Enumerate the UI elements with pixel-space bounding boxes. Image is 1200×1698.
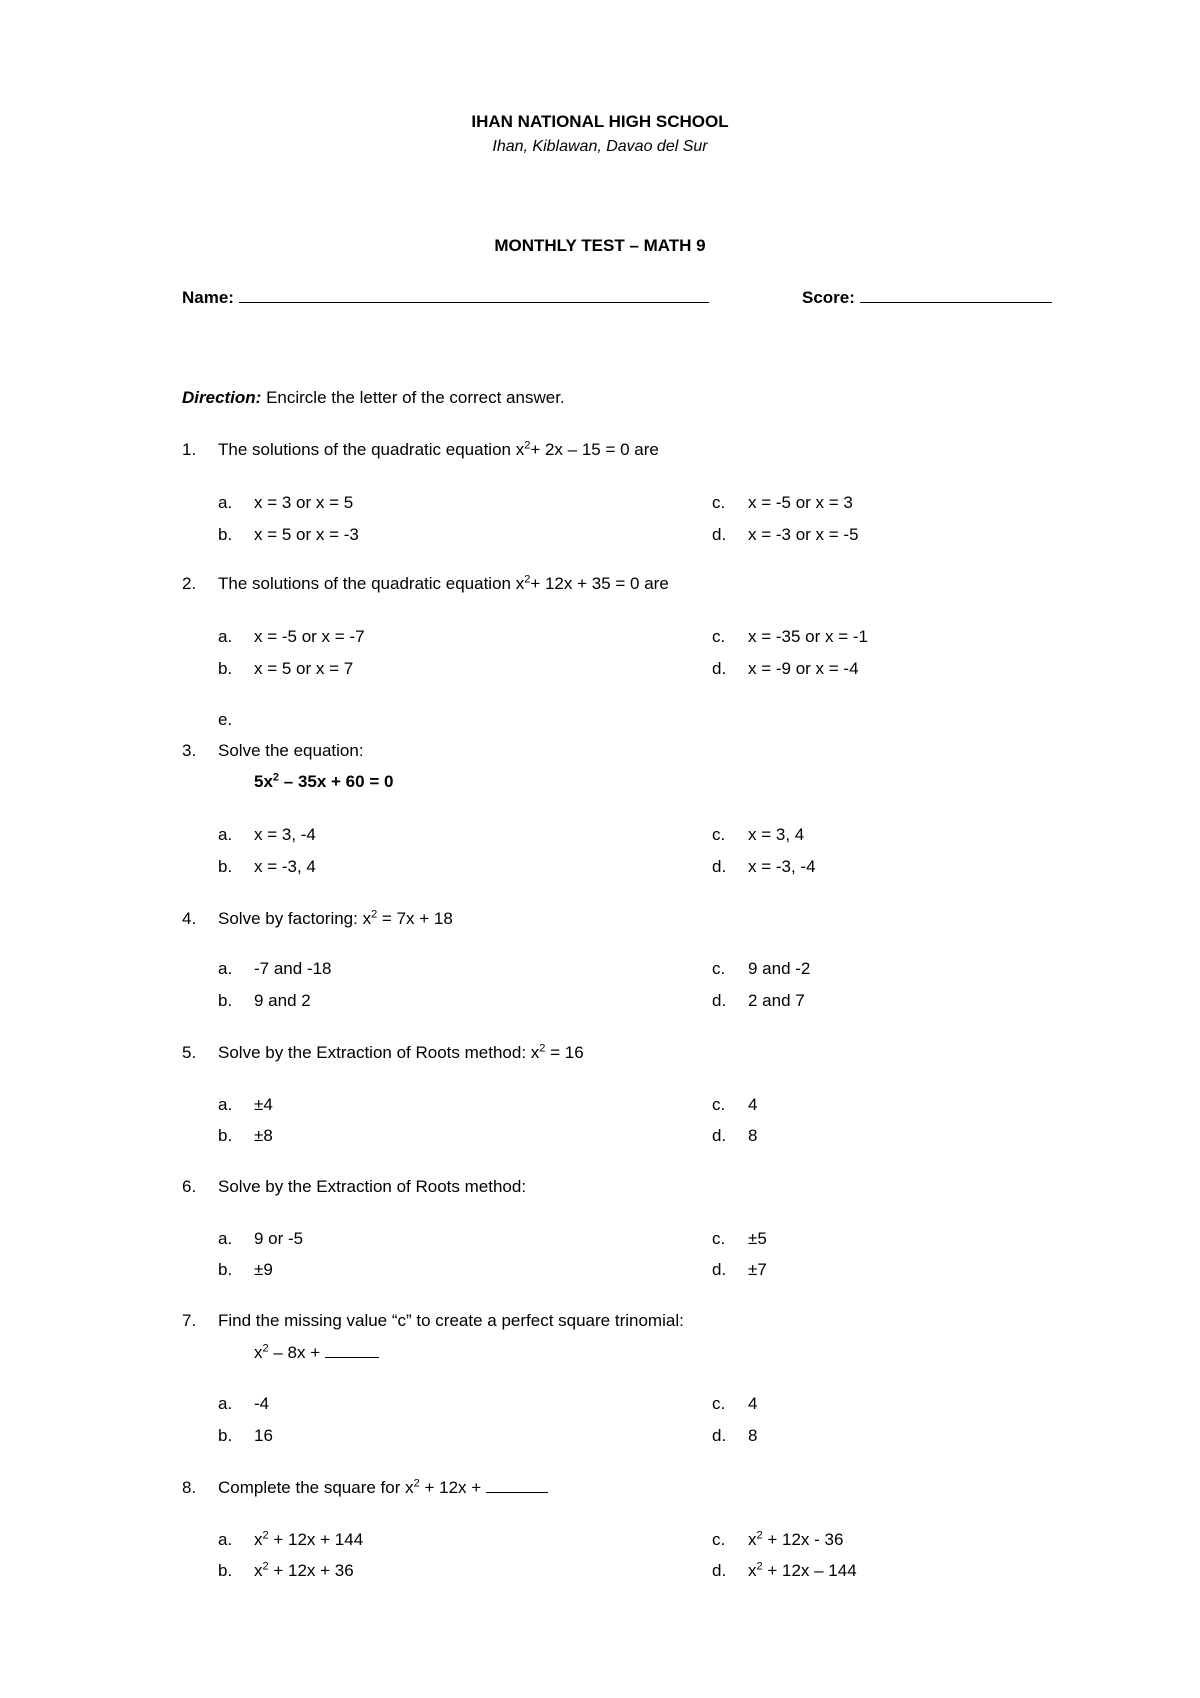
- option-text: ±4: [254, 1095, 273, 1114]
- direction-text: Encircle the letter of the correct answer.: [261, 388, 565, 407]
- question-stem-end: = 7x + 18: [377, 909, 453, 928]
- exponent: 2: [524, 573, 531, 586]
- score-label: Score:: [802, 288, 855, 307]
- option-text: 9 and -2: [748, 959, 811, 978]
- option-text: x: [254, 1530, 263, 1549]
- exponent: 2: [539, 1042, 546, 1055]
- answer-blank[interactable]: [325, 1343, 379, 1358]
- option-5a[interactable]: [218, 1095, 273, 1115]
- question-stem-end: = 16: [545, 1043, 584, 1062]
- option-letter[interactable]: d.: [712, 1260, 727, 1279]
- option-7c[interactable]: [712, 1394, 757, 1414]
- option-2c[interactable]: [712, 627, 868, 647]
- option-text: ±8: [254, 1126, 273, 1145]
- question-number: 1.: [182, 440, 197, 459]
- question-stem: Solve by factoring: x: [218, 909, 372, 928]
- question-number: 3.: [182, 741, 197, 760]
- question-number: 8.: [182, 1478, 197, 1497]
- option-text: x = -35 or x = -1: [748, 627, 868, 646]
- option-text: ±7: [748, 1260, 767, 1279]
- question-number: 5.: [182, 1043, 197, 1062]
- option-text: 4: [748, 1394, 758, 1413]
- option-7a[interactable]: [218, 1394, 269, 1414]
- option-text: x = 3, 4: [748, 825, 805, 844]
- option-letter[interactable]: c.: [712, 825, 726, 844]
- option-3b[interactable]: [218, 857, 316, 877]
- option-8d[interactable]: [712, 1561, 857, 1581]
- exponent: 2: [272, 771, 280, 784]
- option-8b[interactable]: [218, 1561, 354, 1581]
- option-text: x = 3 or x = 5: [254, 493, 354, 512]
- option-1a[interactable]: [218, 493, 353, 513]
- option-letter[interactable]: d.: [712, 1561, 727, 1580]
- option-text: 8: [748, 1126, 758, 1145]
- option-6c[interactable]: [712, 1229, 767, 1249]
- question-4: [182, 909, 453, 929]
- question-stem-end: + 2x – 15 = 0 are: [530, 440, 659, 459]
- option-text: 9 and 2: [254, 991, 311, 1010]
- option-text: 8: [748, 1426, 758, 1445]
- equation-end: – 35x + 60 = 0: [279, 772, 394, 791]
- option-4c[interactable]: [712, 959, 810, 979]
- question-7: [182, 1311, 684, 1331]
- option-letter[interactable]: a.: [218, 493, 233, 512]
- option-text-end: + 12x + 36: [268, 1561, 354, 1580]
- option-text-end: + 12x – 144: [762, 1561, 857, 1580]
- option-8c[interactable]: [712, 1530, 843, 1550]
- exponent: 2: [524, 439, 531, 452]
- option-7b[interactable]: [218, 1426, 273, 1446]
- option-letter[interactable]: c.: [712, 493, 726, 512]
- option-text: x = -5 or x = 3: [748, 493, 853, 512]
- option-text: x = -3, -4: [748, 857, 816, 876]
- option-letter[interactable]: b.: [218, 659, 233, 678]
- option-letter[interactable]: b.: [218, 1426, 233, 1445]
- equation-start: 5x: [254, 772, 273, 791]
- option-text: ±9: [254, 1260, 273, 1279]
- exponent: 2: [262, 1342, 269, 1355]
- option-text: 16: [254, 1426, 273, 1445]
- option-text: x = -3, 4: [254, 857, 316, 876]
- option-letter[interactable]: b.: [218, 991, 233, 1010]
- equation-end: – 8x +: [268, 1343, 321, 1362]
- option-letter[interactable]: c.: [712, 1530, 726, 1549]
- option-4b[interactable]: [218, 991, 311, 1011]
- option-letter[interactable]: c.: [712, 1394, 726, 1413]
- option-text: ±5: [748, 1229, 767, 1248]
- name-field[interactable]: [182, 288, 709, 308]
- option-6d[interactable]: [712, 1260, 767, 1280]
- option-2d[interactable]: [712, 659, 859, 679]
- direction: [182, 388, 565, 408]
- option-text: x: [748, 1530, 757, 1549]
- direction-label: Direction:: [182, 388, 262, 407]
- option-3c[interactable]: [712, 825, 804, 845]
- option-letter[interactable]: a.: [218, 1229, 233, 1248]
- option-letter[interactable]: b.: [218, 1561, 233, 1580]
- question-3-equation: [254, 772, 393, 792]
- option-text: x = -9 or x = -4: [748, 659, 859, 678]
- question-number: 4.: [182, 909, 197, 928]
- answer-blank[interactable]: [486, 1478, 548, 1493]
- option-6b[interactable]: [218, 1260, 273, 1280]
- option-text: x: [254, 1561, 263, 1580]
- question-7-equation: [254, 1343, 379, 1363]
- question-stem: The solutions of the quadratic equation x: [218, 440, 525, 459]
- exponent: 2: [262, 1529, 269, 1542]
- exponent: 2: [756, 1560, 763, 1573]
- question-number: 2.: [182, 574, 197, 593]
- option-5c[interactable]: [712, 1095, 757, 1115]
- question-stem: Find the missing value “c” to create a perfect square trinomial:: [218, 1311, 684, 1330]
- option-5b[interactable]: [218, 1126, 273, 1146]
- question-3: [182, 741, 364, 761]
- question-stem: The solutions of the quadratic equation x: [218, 574, 525, 593]
- school-address: Ihan, Kiblawan, Davao del Sur: [492, 138, 708, 155]
- option-letter[interactable]: a.: [218, 1394, 233, 1413]
- option-letter[interactable]: b.: [218, 1260, 233, 1279]
- name-label: Name:: [182, 288, 234, 307]
- option-letter[interactable]: d.: [712, 525, 727, 544]
- test-title: MONTHLY TEST – MATH 9: [494, 236, 706, 255]
- option-letter[interactable]: d.: [712, 1426, 727, 1445]
- exponent: 2: [371, 908, 378, 921]
- question-2: [182, 574, 669, 594]
- option-text: -7 and -18: [254, 959, 332, 978]
- option-letter[interactable]: b.: [218, 1126, 233, 1145]
- score-line[interactable]: [860, 288, 1052, 303]
- option-letter[interactable]: d.: [712, 857, 727, 876]
- option-letter[interactable]: b.: [218, 857, 233, 876]
- option-text: -4: [254, 1394, 270, 1413]
- option-7d[interactable]: [712, 1426, 757, 1446]
- option-text: 2 and 7: [748, 991, 805, 1010]
- option-text: x = -5 or x = -7: [254, 627, 365, 646]
- option-2e[interactable]: [218, 710, 254, 730]
- option-1b[interactable]: [218, 525, 359, 545]
- option-8a[interactable]: [218, 1530, 363, 1550]
- option-letter[interactable]: b.: [218, 525, 233, 544]
- question-stem: Complete the square for x: [218, 1478, 414, 1497]
- question-stem: Solve the equation:: [218, 741, 364, 760]
- option-text: x = 5 or x = -3: [254, 525, 359, 544]
- question-5: [182, 1043, 584, 1063]
- option-3d[interactable]: [712, 857, 816, 877]
- option-text: x = -3 or x = -5: [748, 525, 859, 544]
- option-text: x = 3, -4: [254, 825, 316, 844]
- option-letter[interactable]: a.: [218, 825, 233, 844]
- option-letter[interactable]: a.: [218, 1095, 233, 1114]
- option-letter[interactable]: d.: [712, 659, 727, 678]
- name-line[interactable]: [239, 288, 709, 303]
- option-text-end: + 12x - 36: [762, 1530, 844, 1549]
- option-letter[interactable]: d.: [712, 991, 727, 1010]
- question-stem-end: + 12x + 35 = 0 are: [530, 574, 669, 593]
- option-2a[interactable]: [218, 627, 365, 647]
- option-text: x = 5 or x = 7: [254, 659, 354, 678]
- exponent: 2: [413, 1477, 420, 1490]
- option-letter[interactable]: c.: [712, 959, 726, 978]
- option-6a[interactable]: [218, 1229, 303, 1249]
- option-5d[interactable]: [712, 1126, 757, 1146]
- question-number: 7.: [182, 1311, 197, 1330]
- option-4a[interactable]: [218, 959, 332, 979]
- option-text-end: + 12x + 144: [268, 1530, 364, 1549]
- option-3a[interactable]: [218, 825, 316, 845]
- option-1d[interactable]: [712, 525, 859, 545]
- option-letter[interactable]: e.: [218, 710, 233, 729]
- option-letter[interactable]: a.: [218, 627, 233, 646]
- equation-start: x: [254, 1343, 263, 1362]
- exponent: 2: [262, 1560, 269, 1573]
- question-stem-end: + 12x +: [419, 1478, 482, 1497]
- school-name: IHAN NATIONAL HIGH SCHOOL: [471, 112, 729, 131]
- option-text: 4: [748, 1095, 758, 1114]
- question-1: [182, 440, 659, 460]
- option-letter[interactable]: c.: [712, 1095, 726, 1114]
- option-letter[interactable]: c.: [712, 627, 726, 646]
- option-letter[interactable]: a.: [218, 1530, 233, 1549]
- question-number: 6.: [182, 1177, 197, 1196]
- exponent: 2: [756, 1529, 763, 1542]
- question-stem: Solve by the Extraction of Roots method: x: [218, 1043, 540, 1062]
- option-text: 9 or -5: [254, 1229, 304, 1248]
- option-letter[interactable]: c.: [712, 1229, 726, 1248]
- option-1c[interactable]: [712, 493, 853, 513]
- option-letter[interactable]: d.: [712, 1126, 727, 1145]
- question-6: [182, 1177, 526, 1197]
- question-stem: Solve by the Extraction of Roots method:: [218, 1177, 527, 1196]
- question-8: [182, 1478, 548, 1498]
- option-2b[interactable]: [218, 659, 353, 679]
- option-letter[interactable]: a.: [218, 959, 233, 978]
- option-4d[interactable]: [712, 991, 805, 1011]
- option-text: x: [748, 1561, 757, 1580]
- score-field[interactable]: [802, 288, 1052, 308]
